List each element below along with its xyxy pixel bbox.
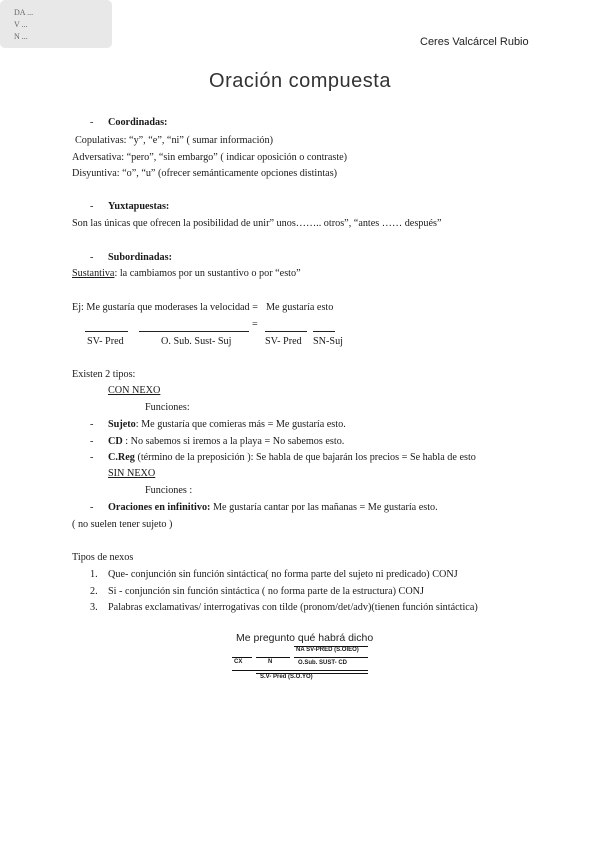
sujeto-line: Sujeto: Me gustaría que comieras más = Me gustaría esto. [108, 419, 346, 430]
underline [232, 670, 368, 671]
list-item-number: 2. [90, 586, 98, 597]
bullet-dash: - [90, 201, 94, 212]
blank-line [85, 319, 128, 337]
figure-label-osub: O.Sub. SUST- CD [298, 660, 348, 666]
funciones-label: Funciones: [145, 402, 190, 413]
blank-line [313, 319, 335, 337]
bullet-dash: - [90, 252, 94, 263]
label-sv-pred: SV- Pred [265, 336, 302, 347]
list-item: Palabras exclamativas/ interrogativas con tilde (pronom/det/adv)(tienen función sintáctica) [108, 602, 478, 613]
sustantiva-text: : la cambiamos por un sustantivo o por “esto” [114, 268, 301, 279]
sustantiva-line [72, 268, 301, 279]
adversativa-line: Adversativa: “pero”, “sin embargo” ( indicar oposición o contraste) [72, 152, 348, 163]
yuxtapuestas-heading: Yuxtapuestas: [108, 201, 170, 212]
subordinadas-heading: Subordinadas: [108, 252, 172, 263]
sustantiva-label: Sustantiva [72, 268, 115, 279]
creg-line: C.Reg (término de la preposición ): Se habla de que bajarán los precios = Se habla de esto [108, 452, 476, 463]
label-sn-suj: SN-Suj [313, 336, 344, 347]
nexos-heading: Tipos de nexos [72, 552, 134, 563]
stamp-line: V ... [14, 20, 28, 29]
bullet-dash: - [90, 502, 94, 513]
stamp-line: N ... [14, 32, 28, 41]
redacted-stamp [0, 0, 112, 48]
bullet-dash: - [90, 117, 94, 128]
bullet-dash: - [90, 436, 94, 447]
example-sentence: Ej: Me gustaría que moderases la velocidad = [72, 302, 258, 313]
copulativas-line: Copulativas: “y”, “e”, “ni” ( sumar información) [75, 135, 274, 146]
page-title: Oración compuesta [209, 70, 391, 92]
infinitivo-line: Oraciones en infinitivo: Me gustaría cantar por las mañanas = Me gustaría esto. [108, 502, 438, 513]
con-nexo-heading: CON NEXO [108, 385, 161, 396]
blank-line [265, 319, 307, 337]
author-name: Ceres Valcárcel Rubio [420, 36, 529, 48]
figure-label-cx: CX [234, 659, 243, 665]
yuxtapuestas-text: Son las únicas que ofrecen la posibilidad de unir” unos…….. otros”, “antes …… después” [72, 218, 442, 229]
list-item: Que- conjunción sin función sintáctica( no forma parte del sujeto ni predicado) CONJ [108, 569, 458, 580]
list-item-number: 1. [90, 569, 98, 580]
coordinadas-heading: Coordinadas: [108, 117, 168, 128]
stamp-line: DA ... [14, 8, 34, 17]
infinitivo-note: ( no suelen tener sujeto ) [72, 519, 173, 530]
list-item-number: 3. [90, 602, 98, 613]
list-item: Si - conjunción sin función sintáctica ( no forma parte de la estructura) CONJ [108, 586, 425, 597]
underline [294, 657, 368, 658]
underline [232, 657, 252, 658]
figure-sentence: Me pregunto qué habrá dicho [236, 632, 374, 644]
underline [256, 657, 290, 658]
tipos-intro: Existen 2 tipos: [72, 369, 136, 380]
figure-label-bottom: S.V- Pred (S.O.YO) [260, 674, 313, 680]
example-result: Me gustaría esto [266, 302, 334, 313]
sin-nexo-heading: SIN NEXO [108, 468, 156, 479]
bullet-dash: - [90, 452, 94, 463]
syntax-analysis-figure [226, 632, 376, 688]
figure-label-top: NA SV-PRED (S.OIEO) [296, 647, 359, 653]
blank-line [139, 319, 249, 337]
label-o-sub: O. Sub. Sust- Suj [161, 336, 232, 347]
bullet-dash: - [90, 419, 94, 430]
funciones-label: Funciones : [145, 485, 193, 496]
disyuntiva-line: Disyuntiva: “o”, “u” (ofrecer semánticamente opciones distintas) [72, 168, 338, 179]
figure-label-n: N [268, 659, 273, 665]
cd-line: CD : No sabemos si iremos a la playa = No sabemos esto. [108, 436, 345, 447]
label-sv-pred: SV- Pred [87, 336, 124, 347]
example-equals: = [252, 319, 258, 330]
